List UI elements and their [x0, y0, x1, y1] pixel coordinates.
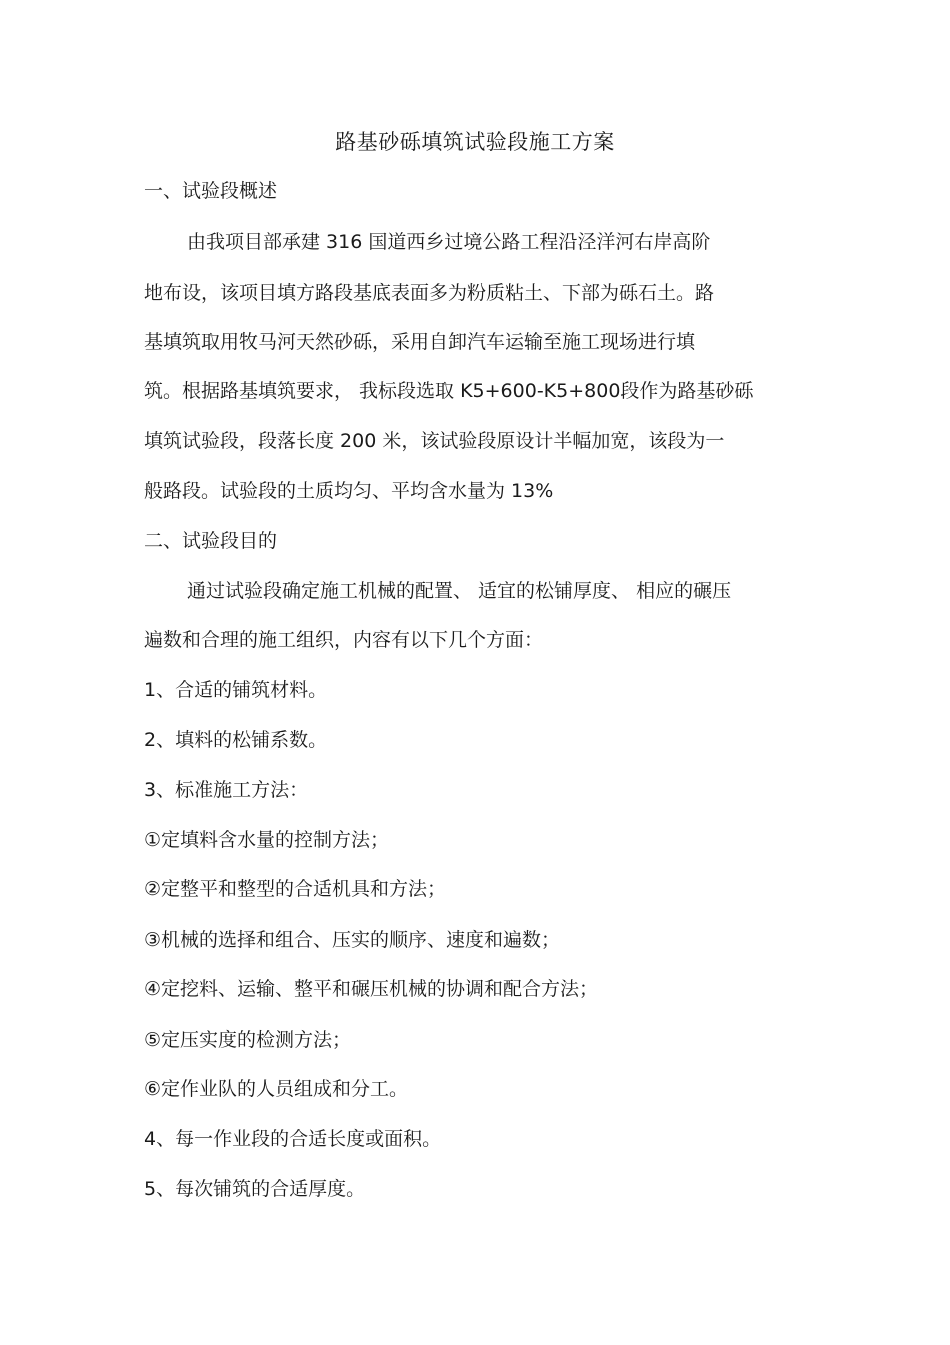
paragraph-line: 基填筑取用牧马河天然砂砾，采用自卸汽车运输至施工现场进行填: [144, 331, 696, 353]
sub-list-item: ①定填料含水量的控制方法；: [144, 829, 390, 851]
sub-list-item: ④定挖料、运输、整平和碾压机械的协调和配合方法；: [144, 978, 599, 1000]
list-item: 3、标准施工方法：: [144, 779, 309, 801]
list-item: 4、每一作业段的合适长度或面积。: [144, 1128, 442, 1150]
paragraph-line: 筑。根据路基填筑要求， 我标段选取 K5+600-K5+800段作为路基砂砾: [144, 380, 754, 402]
list-item: 2、填料的松铺系数。: [144, 729, 328, 751]
sub-list-item: ⑥定作业队的人员组成和分工。: [144, 1078, 409, 1100]
document-title: 路基砂砾填筑试验段施工方案: [335, 130, 615, 154]
sub-list-item: ②定整平和整型的合适机具和方法；: [144, 878, 447, 900]
paragraph-line: 由我项目部承建 316 国道西乡过境公路工程沿泾洋河右岸高阶: [187, 231, 711, 253]
paragraph-line: 般路段。试验段的土质均匀、平均含水量为 13%: [144, 480, 554, 502]
paragraph-line: 通过试验段确定施工机械的配置、 适宜的松铺厚度、 相应的碾压: [187, 580, 732, 602]
list-item: 5、每次铺筑的合适厚度。: [144, 1178, 366, 1200]
paragraph-line: 地布设，该项目填方路段基底表面多为粉质粘土、下部为砾石土。路: [144, 282, 715, 304]
sub-list-item: ③机械的选择和组合、压实的顺序、速度和遍数；: [144, 929, 561, 951]
sub-list-item: ⑤定压实度的检测方法；: [144, 1029, 352, 1051]
section-heading-purpose: 二、试验段目的: [144, 530, 278, 552]
list-item: 1、合适的铺筑材料。: [144, 679, 328, 701]
paragraph-line: 填筑试验段，段落长度 200 米，该试验段原设计半幅加宽，该段为一: [144, 430, 725, 452]
paragraph-line: 遍数和合理的施工组织，内容有以下几个方面：: [144, 629, 544, 651]
section-heading-overview: 一、试验段概述: [144, 180, 278, 202]
